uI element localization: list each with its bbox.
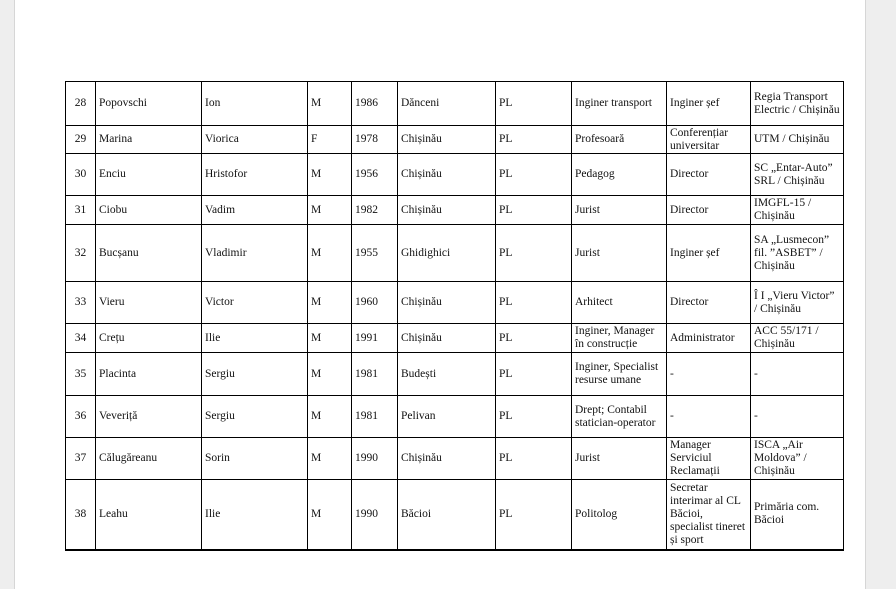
locality-cell: Chișinău	[398, 438, 496, 480]
workplace-cell: Regia Transport Electric / Chișinău	[751, 82, 844, 126]
table-row	[66, 353, 844, 396]
profession-cell: Profesoară	[572, 126, 667, 154]
last-name-cell: Marina	[96, 126, 202, 154]
locality-cell: Chișinău	[398, 196, 496, 225]
last-name-cell: Bucșanu	[96, 225, 202, 282]
profession-cell: Inginer, Specialist resurse umane	[572, 353, 667, 396]
sex-cell: M	[308, 82, 352, 126]
locality-cell: Dănceni	[398, 82, 496, 126]
position-cell: Inginer șef	[667, 225, 751, 282]
row-number-cell: 38	[66, 480, 96, 550]
position-cell: Inginer șef	[667, 82, 751, 126]
birth-year-cell: 1986	[352, 82, 398, 126]
locality-cell: Chișinău	[398, 324, 496, 353]
sex-cell: M	[308, 480, 352, 550]
party-cell: PL	[496, 353, 572, 396]
last-name-cell: Vieru	[96, 282, 202, 324]
workplace-cell: IMGFL-15 / Chișinău	[751, 196, 844, 225]
locality-cell: Băcioi	[398, 480, 496, 550]
profession-cell: Jurist	[572, 225, 667, 282]
last-name-cell: Enciu	[96, 154, 202, 196]
last-name-cell: Călugăreanu	[96, 438, 202, 480]
party-cell: PL	[496, 324, 572, 353]
row-number-cell: 31	[66, 196, 96, 225]
first-name-cell: Ion	[202, 82, 308, 126]
row-number-cell: 32	[66, 225, 96, 282]
first-name-cell: Victor	[202, 282, 308, 324]
workplace-cell: SA „Lusmecon” fil. ”ASBET” / Chișinău	[751, 225, 844, 282]
last-name-cell: Placinta	[96, 353, 202, 396]
last-name-cell: Ciobu	[96, 196, 202, 225]
locality-cell: Pelivan	[398, 396, 496, 438]
birth-year-cell: 1981	[352, 353, 398, 396]
row-number-cell: 33	[66, 282, 96, 324]
profession-cell: Jurist	[572, 196, 667, 225]
sex-cell: M	[308, 438, 352, 480]
workplace-cell: ISCA „Air Moldova” / Chișinău	[751, 438, 844, 480]
last-name-cell: Leahu	[96, 480, 202, 550]
sex-cell: M	[308, 154, 352, 196]
position-cell: Director	[667, 196, 751, 225]
party-cell: PL	[496, 126, 572, 154]
birth-year-cell: 1960	[352, 282, 398, 324]
document-page	[14, 0, 866, 589]
party-cell: PL	[496, 225, 572, 282]
birth-year-cell: 1982	[352, 196, 398, 225]
first-name-cell: Sorin	[202, 438, 308, 480]
table-row	[66, 196, 844, 225]
workplace-cell: Î I „Vieru Victor” / Chișinău	[751, 282, 844, 324]
row-number-cell: 29	[66, 126, 96, 154]
row-number-cell: 30	[66, 154, 96, 196]
locality-cell: Chișinău	[398, 282, 496, 324]
locality-cell: Chișinău	[398, 126, 496, 154]
workplace-cell: SC „Entar-Auto” SRL / Chișinău	[751, 154, 844, 196]
sex-cell: F	[308, 126, 352, 154]
workplace-cell: -	[751, 353, 844, 396]
first-name-cell: Vladimir	[202, 225, 308, 282]
workplace-cell: -	[751, 396, 844, 438]
locality-cell: Chișinău	[398, 154, 496, 196]
birth-year-cell: 1956	[352, 154, 398, 196]
row-number-cell: 28	[66, 82, 96, 126]
profession-cell: Pedagog	[572, 154, 667, 196]
table-row	[66, 225, 844, 282]
party-cell: PL	[496, 196, 572, 225]
first-name-cell: Ilie	[202, 480, 308, 550]
party-cell: PL	[496, 480, 572, 550]
locality-cell: Ghidighici	[398, 225, 496, 282]
position-cell: Conferențiar universitar	[667, 126, 751, 154]
position-cell: Director	[667, 154, 751, 196]
position-cell: Administrator	[667, 324, 751, 353]
table-row	[66, 282, 844, 324]
party-cell: PL	[496, 282, 572, 324]
sex-cell: M	[308, 396, 352, 438]
last-name-cell: Crețu	[96, 324, 202, 353]
birth-year-cell: 1955	[352, 225, 398, 282]
last-name-cell: Popovschi	[96, 82, 202, 126]
table-row	[66, 154, 844, 196]
party-cell: PL	[496, 154, 572, 196]
table-row	[66, 126, 844, 154]
profession-cell: Politolog	[572, 480, 667, 550]
birth-year-cell: 1990	[352, 438, 398, 480]
sex-cell: M	[308, 282, 352, 324]
birth-year-cell: 1991	[352, 324, 398, 353]
workplace-cell: UTM / Chișinău	[751, 126, 844, 154]
birth-year-cell: 1978	[352, 126, 398, 154]
party-cell: PL	[496, 396, 572, 438]
profession-cell: Jurist	[572, 438, 667, 480]
table-row	[66, 396, 844, 438]
profession-cell: Drept; Contabil statician-operator	[572, 396, 667, 438]
sex-cell: M	[308, 196, 352, 225]
profession-cell: Inginer transport	[572, 82, 667, 126]
last-name-cell: Veveriță	[96, 396, 202, 438]
row-number-cell: 35	[66, 353, 96, 396]
sex-cell: M	[308, 225, 352, 282]
row-number-cell: 37	[66, 438, 96, 480]
position-cell: -	[667, 353, 751, 396]
first-name-cell: Hristofor	[202, 154, 308, 196]
candidates-table	[65, 81, 844, 551]
workplace-cell: ACC 55/171 / Chișinău	[751, 324, 844, 353]
workplace-cell: Primăria com. Băcioi	[751, 480, 844, 550]
locality-cell: Budești	[398, 353, 496, 396]
position-cell: Manager Serviciul Reclamații	[667, 438, 751, 480]
position-cell: Director	[667, 282, 751, 324]
profession-cell: Inginer, Manager în construcție	[572, 324, 667, 353]
profession-cell: Arhitect	[572, 282, 667, 324]
table-row	[66, 438, 844, 480]
row-number-cell: 36	[66, 396, 96, 438]
position-cell: -	[667, 396, 751, 438]
first-name-cell: Sergiu	[202, 396, 308, 438]
table-row	[66, 324, 844, 353]
birth-year-cell: 1990	[352, 480, 398, 550]
first-name-cell: Viorica	[202, 126, 308, 154]
sex-cell: M	[308, 324, 352, 353]
table-row	[66, 480, 844, 550]
position-cell: Secretar interimar al CL Băcioi, specialist tineret și sport	[667, 480, 751, 550]
sex-cell: M	[308, 353, 352, 396]
party-cell: PL	[496, 82, 572, 126]
first-name-cell: Sergiu	[202, 353, 308, 396]
first-name-cell: Ilie	[202, 324, 308, 353]
first-name-cell: Vadim	[202, 196, 308, 225]
row-number-cell: 34	[66, 324, 96, 353]
table-row	[66, 82, 844, 126]
party-cell: PL	[496, 438, 572, 480]
birth-year-cell: 1981	[352, 396, 398, 438]
